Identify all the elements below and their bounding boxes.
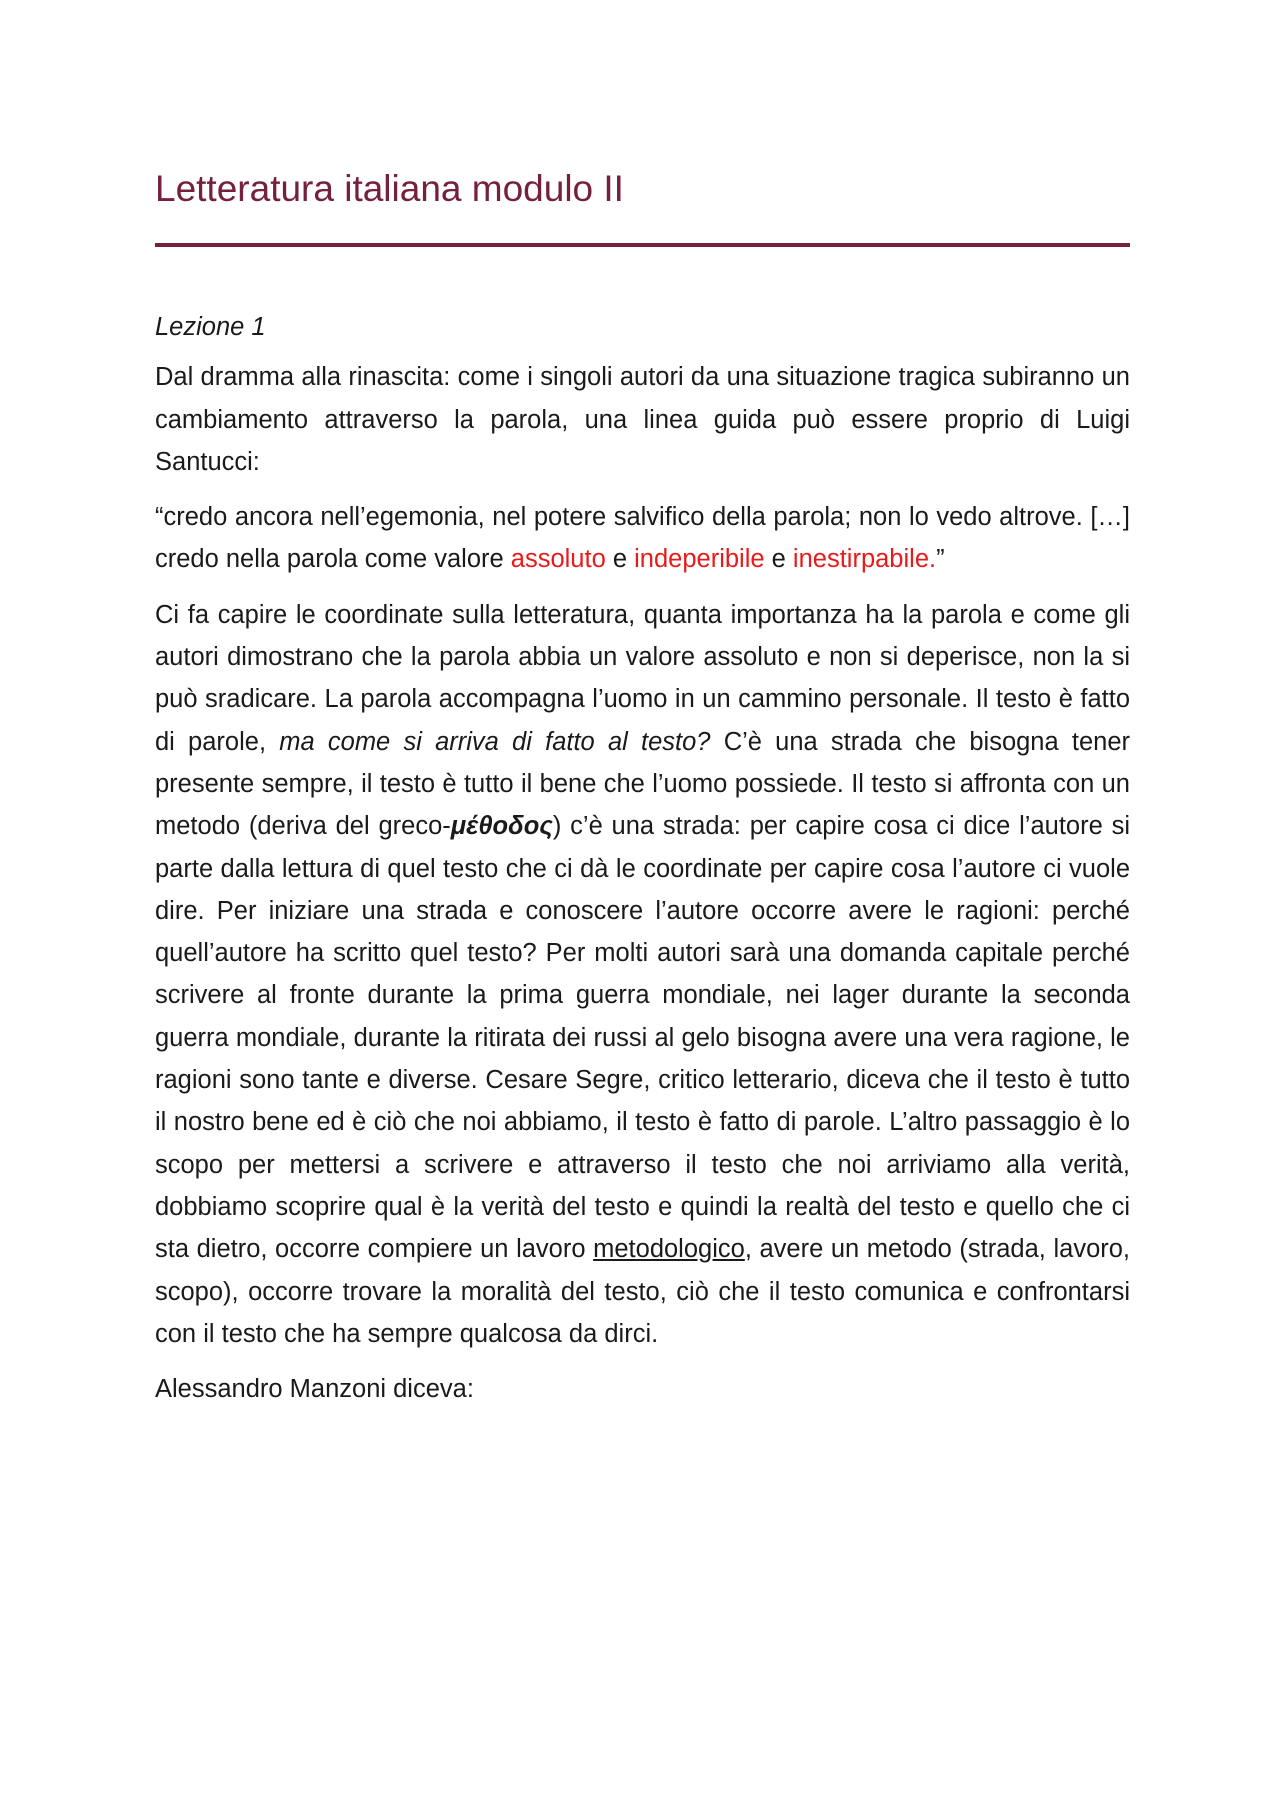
main-text-c: ) c’è una strada: per capire cosa ci dice l’autore si parte dalla lettura di quel testo che ci dà le coordinate per capire cosa l’autore ci vuole dire. Per iniziare una strada e conoscere l’autore occorre avere le ragioni: perché quell’autore ha scritto quel testo? Per molti autori sarà una domanda capitale perché scrivere al fronte durante la prima guerra mondiale, nei lager durante la seconda guerra mondiale, durante la ritirata dei russi al gelo bisogna avere una vera ragione, le ragioni sono tante e diverse. Cesare Segre, critico letterario, diceva che il testo è tutto il nostro bene ed è ciò che noi abbiamo, il testo è fatto di parole. L’altro passaggio è lo scopo per mettersi a scrivere e attraverso il testo che noi arriviamo alla verità, dobbiamo scoprire qual è la verità del testo e quindi la realtà del testo e quello che ci sta dietro, occorre compiere un lavoro	[155, 812, 1130, 1264]
greek-word: μέθοδος	[450, 812, 553, 841]
title-divider	[155, 243, 1130, 247]
quote-close: ”	[936, 545, 945, 574]
intro-paragraph: Dal dramma alla rinascita: come i singoli autori da una situazione tragica subiranno un cambiamento attraverso la parola, una linea guida può essere proprio di Luigi Santucci:	[155, 363, 1130, 476]
quote-conjunction: e	[605, 545, 635, 574]
lesson-heading: Lezione 1	[155, 313, 266, 341]
italic-question: ma come si arriva di fatto al testo?	[279, 727, 711, 756]
underlined-word: metodologico	[593, 1235, 745, 1264]
main-text-a: Ci fa capire le coordinate sulla letteratura, quanta importanza ha la parola e come gli autori dimostrano che la parola abbia un valore assoluto e non si deperisce, non la si può sradicare. La parola accompagna l’uomo in un cammino personale. Il testo è fatto di parole,	[155, 600, 1130, 756]
quote-paragraph	[155, 496, 1130, 581]
highlight-word-assoluto: assoluto	[510, 545, 606, 574]
document-body	[155, 306, 1130, 1423]
quote-conjunction: e	[764, 545, 793, 574]
document-title: Letteratura italiana modulo II	[155, 168, 624, 209]
highlight-word-indeperibile: indeperibile	[634, 545, 765, 574]
main-text-d: , avere un metodo (strada, lavoro, scopo), occorre trovare la moralità del testo, ciò che il testo comunica e confrontarsi con il testo che ha sempre qualcosa da dirci.	[155, 1235, 1131, 1348]
highlight-word-inestirpabile: inestirpabile.	[792, 545, 937, 574]
quote-text: “credo ancora nell’egemonia, nel potere salvifico della parola; non lo vedo altrove. […] credo nella parola come valore	[155, 503, 1130, 574]
closing-line: Alessandro Manzoni diceva:	[155, 1375, 474, 1404]
main-text-b: C’è una strada che bisogna tener presente sempre, il testo è tutto il bene che l’uomo possiede. Il testo si affronta con un metodo (deriva del greco-	[155, 727, 1131, 841]
main-paragraph	[155, 594, 1130, 1355]
